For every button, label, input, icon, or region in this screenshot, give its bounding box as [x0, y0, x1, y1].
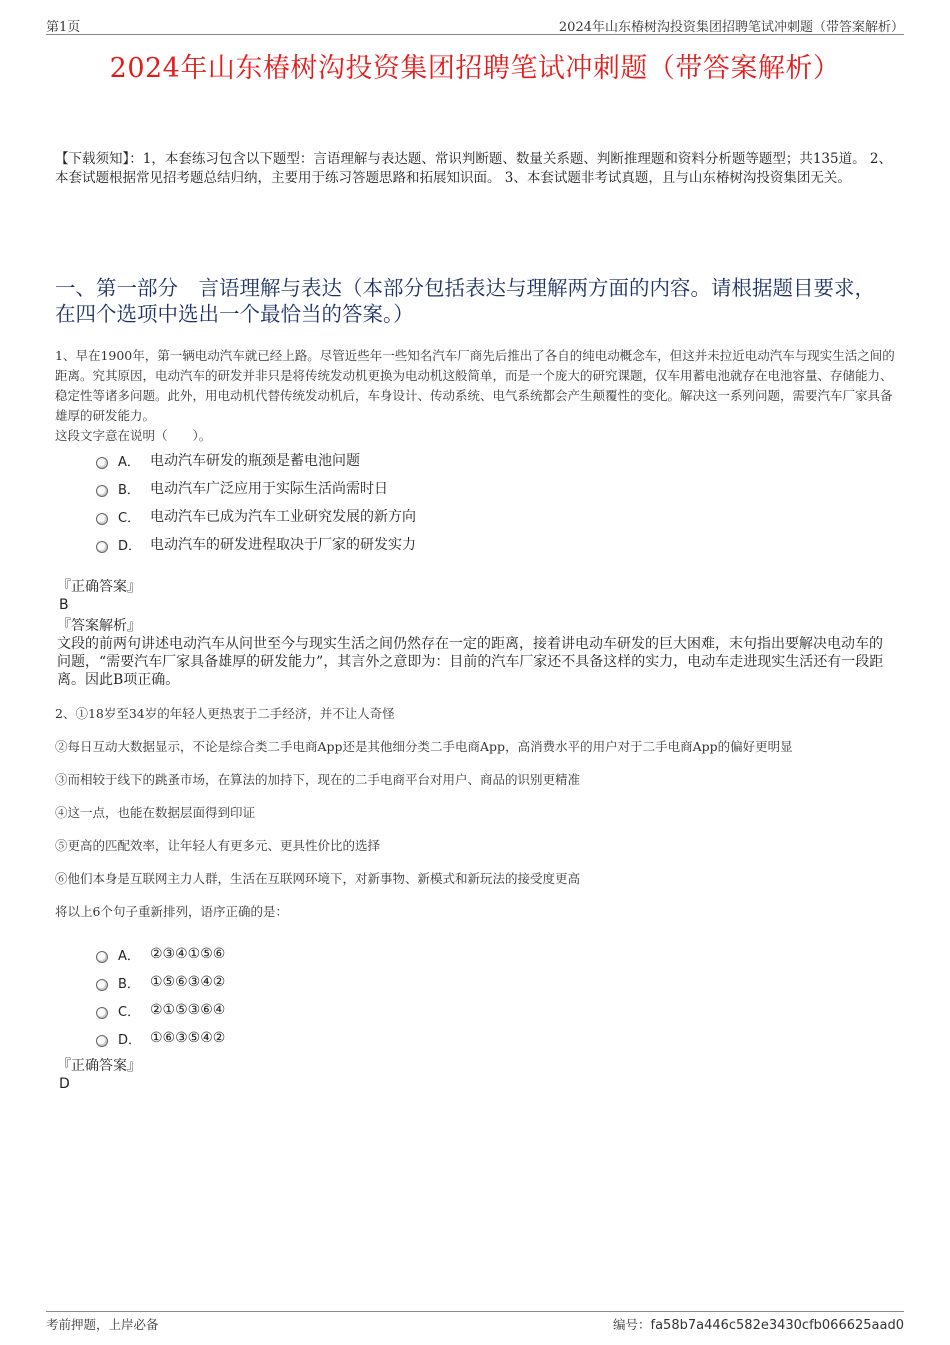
- question-2-option-c[interactable]: C． ②①⑤③⑥④: [96, 996, 225, 1024]
- question-2-prompt: 将以上6个句子重新排列，语序正确的是：: [55, 904, 288, 919]
- option-label: 电动汽车已成为汽车工业研究发展的新方向: [150, 509, 416, 525]
- download-notice: 【下载须知】：1，本套练习包含以下题型：言语理解与表达题、常识判断题、数量关系题、判断推理题和资料分析题等题型；共135道。 2、本套试题根据常见招考题总结归纳，主要用于练习答题思路和拓展知识面。 3、本套试题非考试真题，且与山东椿树沟投资集团无关。: [55, 151, 892, 186]
- question-2-line: ⑥他们本身是互联网主力人群，生活在互联网环境下，对新事物、新模式和新玩法的接受度更高: [55, 871, 581, 886]
- question-1-options: [96, 446, 416, 558]
- radio-button-icon[interactable]: [96, 457, 108, 469]
- question-2-line: ③而相较于线下的跳蚤市场，在算法的加持下，现在的二手电商平台对用户、商品的识别更精准: [55, 772, 581, 787]
- code-value: fa58b7a446c582e3430cfb066625aad0: [650, 1318, 904, 1333]
- question-2-options: [96, 940, 225, 1052]
- option-label: ①⑤⑥③④②: [150, 974, 226, 990]
- radio-button-icon[interactable]: [96, 1007, 108, 1019]
- page-footer: [46, 1311, 904, 1334]
- question-1-analysis: [57, 617, 890, 689]
- question-2-line: 2、①18岁至34岁的年轻人更热衷于二手经济，并不让人奇怪: [55, 706, 395, 721]
- radio-button-icon[interactable]: [96, 513, 108, 525]
- answer-value: D: [59, 1076, 70, 1092]
- footer-code: [613, 1315, 904, 1333]
- option-label: 电动汽车研发的瓶颈是蓄电池问题: [150, 453, 360, 469]
- question-2-answer: [57, 1057, 141, 1093]
- question-1-prompt: 这段文字意在说明（ ）。: [55, 428, 212, 443]
- question-1-option-d[interactable]: D． 电动汽车的研发进程取决于厂家的研发实力: [96, 530, 416, 558]
- option-label: ②①⑤③⑥④: [150, 1002, 226, 1018]
- option-label: ①⑥③⑤④②: [150, 1030, 226, 1046]
- question-2-option-b[interactable]: B． ①⑤⑥③④②: [96, 968, 225, 996]
- document-title: 2024年山东椿树沟投资集团招聘笔试冲刺题（带答案解析）: [109, 53, 841, 84]
- section-heading: 一、第一部分 言语理解与表达（本部分包括表达与理解两方面的内容。请根据题目要求，在四个选项中选出一个最恰当的答案。）: [55, 276, 875, 326]
- radio-button-icon[interactable]: [96, 951, 108, 963]
- answer-label: 『正确答案』: [57, 579, 141, 595]
- footer-slogan: 考前押题，上岸必备: [46, 1317, 159, 1332]
- analysis-label: 『答案解析』: [57, 618, 141, 634]
- option-label: ②③④①⑤⑥: [150, 946, 226, 962]
- radio-button-icon[interactable]: [96, 1035, 108, 1047]
- question-2-option-a[interactable]: A． ②③④①⑤⑥: [96, 940, 225, 968]
- radio-button-icon[interactable]: [96, 979, 108, 991]
- question-2-line: ⑤更高的匹配效率，让年轻人有更多元、更具性价比的选择: [55, 838, 381, 853]
- question-1-text: 1、早在1900年，第一辆电动汽车就已经上路。尽管近些年一些知名汽车厂商先后推出了各自的纯电动概念车，但这并未拉近电动汽车与现实生活之间的距离。究其原因，电动汽车的研发并非只是将传统发动机更换为电动机这般简单，而是一个庞大的研究课题，仅车用蓄电池就存在电池容量、存储能力、稳定性等诸多问题。此外，用电动机代替传统发动机后，车身设计、传动系统、电气系统都会产生颠覆性的变化。解决这一系列问题，需要汽车厂家具备雄厚的研发能力。: [55, 348, 895, 423]
- question-2-option-d[interactable]: D． ①⑥③⑤④②: [96, 1024, 225, 1052]
- question-1-option-b[interactable]: B． 电动汽车广泛应用于实际生活尚需时日: [96, 474, 416, 502]
- header-doc-title: 2024年山东椿树沟投资集团招聘笔试冲刺题（带答案解析）: [558, 20, 904, 35]
- question-2: [55, 705, 900, 936]
- radio-button-icon[interactable]: [96, 485, 108, 497]
- question-2-line: ④这一点，也能在数据层面得到印证: [55, 805, 256, 820]
- option-label: 电动汽车的研发进程取决于厂家的研发实力: [150, 537, 416, 553]
- code-label: 编号：: [612, 1317, 651, 1332]
- question-2-line: ②每日互动大数据显示，不论是综合类二手电商App还是其他细分类二手电商App，高消费水平的用户对于二手电商App的偏好更明显: [55, 739, 793, 754]
- question-1-option-c[interactable]: C． 电动汽车已成为汽车工业研究发展的新方向: [96, 502, 416, 530]
- question-1-answer: [57, 578, 141, 614]
- option-label: 电动汽车广泛应用于实际生活尚需时日: [150, 481, 388, 497]
- question-1: [55, 346, 900, 446]
- question-1-option-a[interactable]: A． 电动汽车研发的瓶颈是蓄电池问题: [96, 446, 416, 474]
- page-number: 第1页: [46, 20, 81, 35]
- radio-button-icon[interactable]: [96, 541, 108, 553]
- page-header: [46, 14, 904, 35]
- answer-value: B: [59, 597, 69, 613]
- analysis-text: 文段的前两句讲述电动汽车从问世至今与现实生活之间仍然存在一定的距离，接着讲电动车研发的巨大困难，末句指出要解决电动车的问题，“需要汽车厂家具备雄厚的研发能力”，其言外之意即为：目前的汽车厂家还不具备这样的实力，电动车走进现实生活还有一段距离。因此B项正确。: [57, 636, 884, 688]
- answer-label: 『正确答案』: [57, 1058, 141, 1074]
